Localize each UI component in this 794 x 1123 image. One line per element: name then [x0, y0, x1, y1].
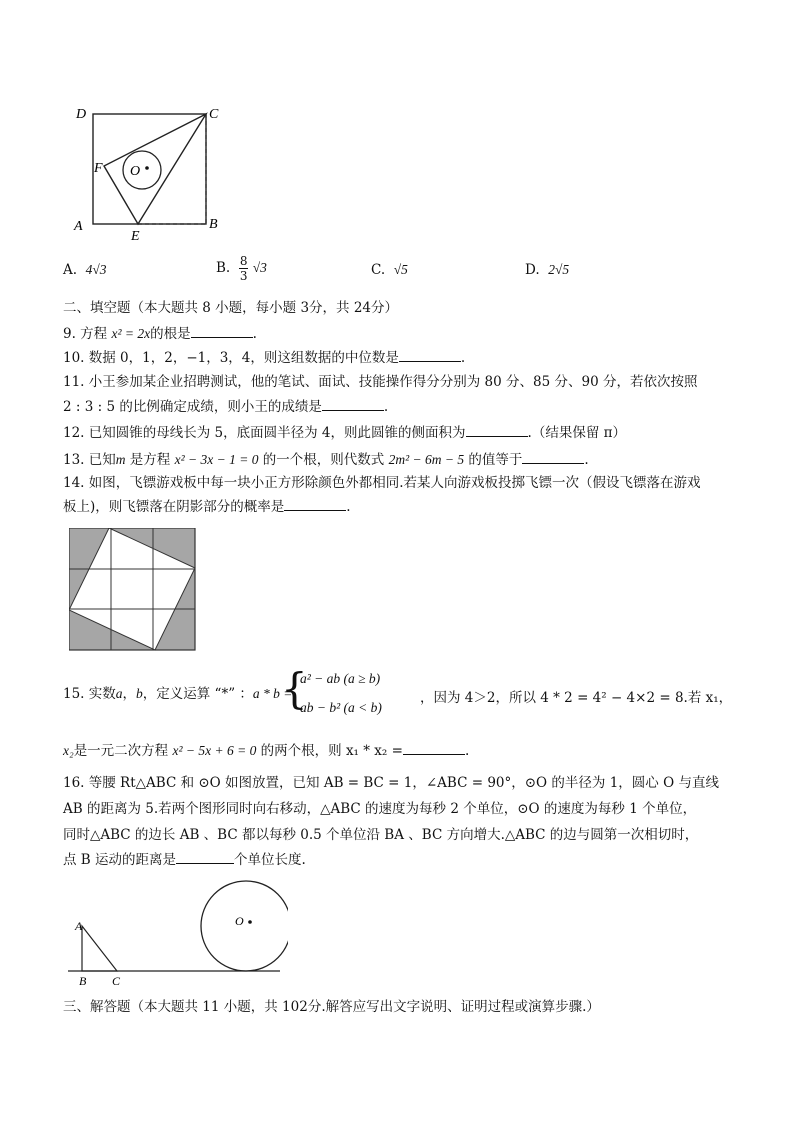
- case-1: a² − ab (a ≥ b): [300, 671, 381, 686]
- inscribed-circle: [123, 151, 161, 189]
- question-13: 13. 已知m 是方程 x² − 3x − 1 = 0 的一个根，则代数式 2m² − 6m − 5 的值等于 .: [63, 452, 589, 468]
- choice-b[interactable]: B. $\frac{8}{3}$ √3: [216, 254, 267, 283]
- label-B: B: [79, 974, 87, 988]
- square-triangle-figure: [70, 100, 230, 240]
- question-11-line1: 11. 小王参加某企业招聘测试，他的笔试、面试、技能操作得分分别为 80 分、85 分、90 分，若依次按照: [63, 374, 698, 390]
- question-15-line2: x₂是一元二次方程 x² − 5x + 6 = 0 的两个根，则 x₁ * x₂ = .: [63, 743, 470, 759]
- triangle-cfe: [104, 114, 206, 224]
- question-15-after: ，因为 4＞2，所以 4 * 2 = 4² − 4×2 = 8.若 x₁，: [420, 690, 733, 706]
- fraction: $\frac{8}{3}$: [239, 254, 248, 283]
- answer-blank[interactable]: [466, 424, 528, 437]
- answer-blank[interactable]: [522, 451, 584, 464]
- question-16-line2: AB 的距离为 5.若两个图形同时向右移动，△ABC 的速度为每秒 2 个单位，⊙O 的速度为每秒 1 个单位，: [63, 801, 697, 817]
- choice-c[interactable]: C. √5: [371, 262, 408, 278]
- answer-blank[interactable]: [191, 325, 253, 338]
- answer-blank[interactable]: [322, 398, 384, 411]
- question-10: 10. 数据 0，1，2，−1，3，4，则这组数据的中位数是 .: [63, 350, 466, 366]
- question-9: 9. 方程 x² = 2x的根是 .: [63, 326, 257, 342]
- section2-header: 二、填空题（本大题共 8 小题，每小题 3分，共 24分）: [63, 300, 399, 316]
- question-11-line2: 2 : 3 : 5 的比例确定成绩，则小王的成绩是 .: [63, 399, 389, 415]
- label-C: C: [209, 107, 219, 122]
- label-C: C: [112, 974, 121, 988]
- question-16-line4: 点 B 运动的距离是 个单位长度.: [63, 852, 306, 868]
- choice-d[interactable]: D. 2√5: [525, 262, 570, 278]
- question-16-line1: 16. 等腰 Rt△ABC 和 ⊙O 如图放置，已知 AB = BC = 1，∠ABC = 90°，⊙O 的半径为 1，圆心 O 与直线: [63, 775, 719, 791]
- label-A: A: [75, 919, 83, 933]
- question-14-line1: 14. 如图，飞镖游戏板中每一块小正方形除颜色外都相同.若某人向游戏板投掷飞镖一次（假设飞镖落在游戏: [63, 475, 701, 491]
- question-12: 12. 已知圆锥的母线长为 5，底面圆半径为 4，则此圆锥的侧面积为 .（结果保留 π）: [63, 425, 626, 441]
- label-E: E: [131, 229, 140, 240]
- label-F: F: [94, 161, 103, 176]
- answer-blank[interactable]: [284, 498, 346, 511]
- label-D: D: [76, 107, 87, 122]
- dartboard-figure: [69, 528, 197, 652]
- question-16-line3: 同时△ABC 的边长 AB 、BC 都以每秒 0.5 个单位沿 BA 、BC 方向增大.△ABC 的边与圆第一次相切时，: [63, 827, 699, 843]
- circle-center-dot: [145, 166, 149, 170]
- right-triangle-abc: [82, 926, 117, 971]
- question-15-line1: 15. 实数a，b，定义运算 “*” ：a * b =: [63, 686, 293, 702]
- label-B: B: [209, 217, 218, 232]
- label-O: O: [130, 164, 141, 179]
- square-left-top: [93, 114, 206, 224]
- piecewise-brace: {: [281, 664, 308, 713]
- section3-header: 三、解答题（本大题共 11 小题，共 102分.解答应写出文字说明、证明过程或演算步骤.）: [63, 999, 600, 1015]
- label-O: O: [235, 914, 244, 928]
- answer-blank[interactable]: [403, 742, 465, 755]
- case-2: ab − b² (a < b): [300, 700, 382, 715]
- moving-figure: [68, 874, 288, 990]
- circle-o: [201, 881, 288, 971]
- label-A: A: [74, 219, 83, 234]
- circle-o-center-dot: [248, 920, 252, 924]
- answer-blank[interactable]: [399, 349, 461, 362]
- question-14-line2: 板上)，则飞镖落在阴影部分的概率是 .: [63, 499, 351, 515]
- answer-blank[interactable]: [176, 851, 234, 864]
- choice-a[interactable]: A. 4√3: [63, 262, 107, 278]
